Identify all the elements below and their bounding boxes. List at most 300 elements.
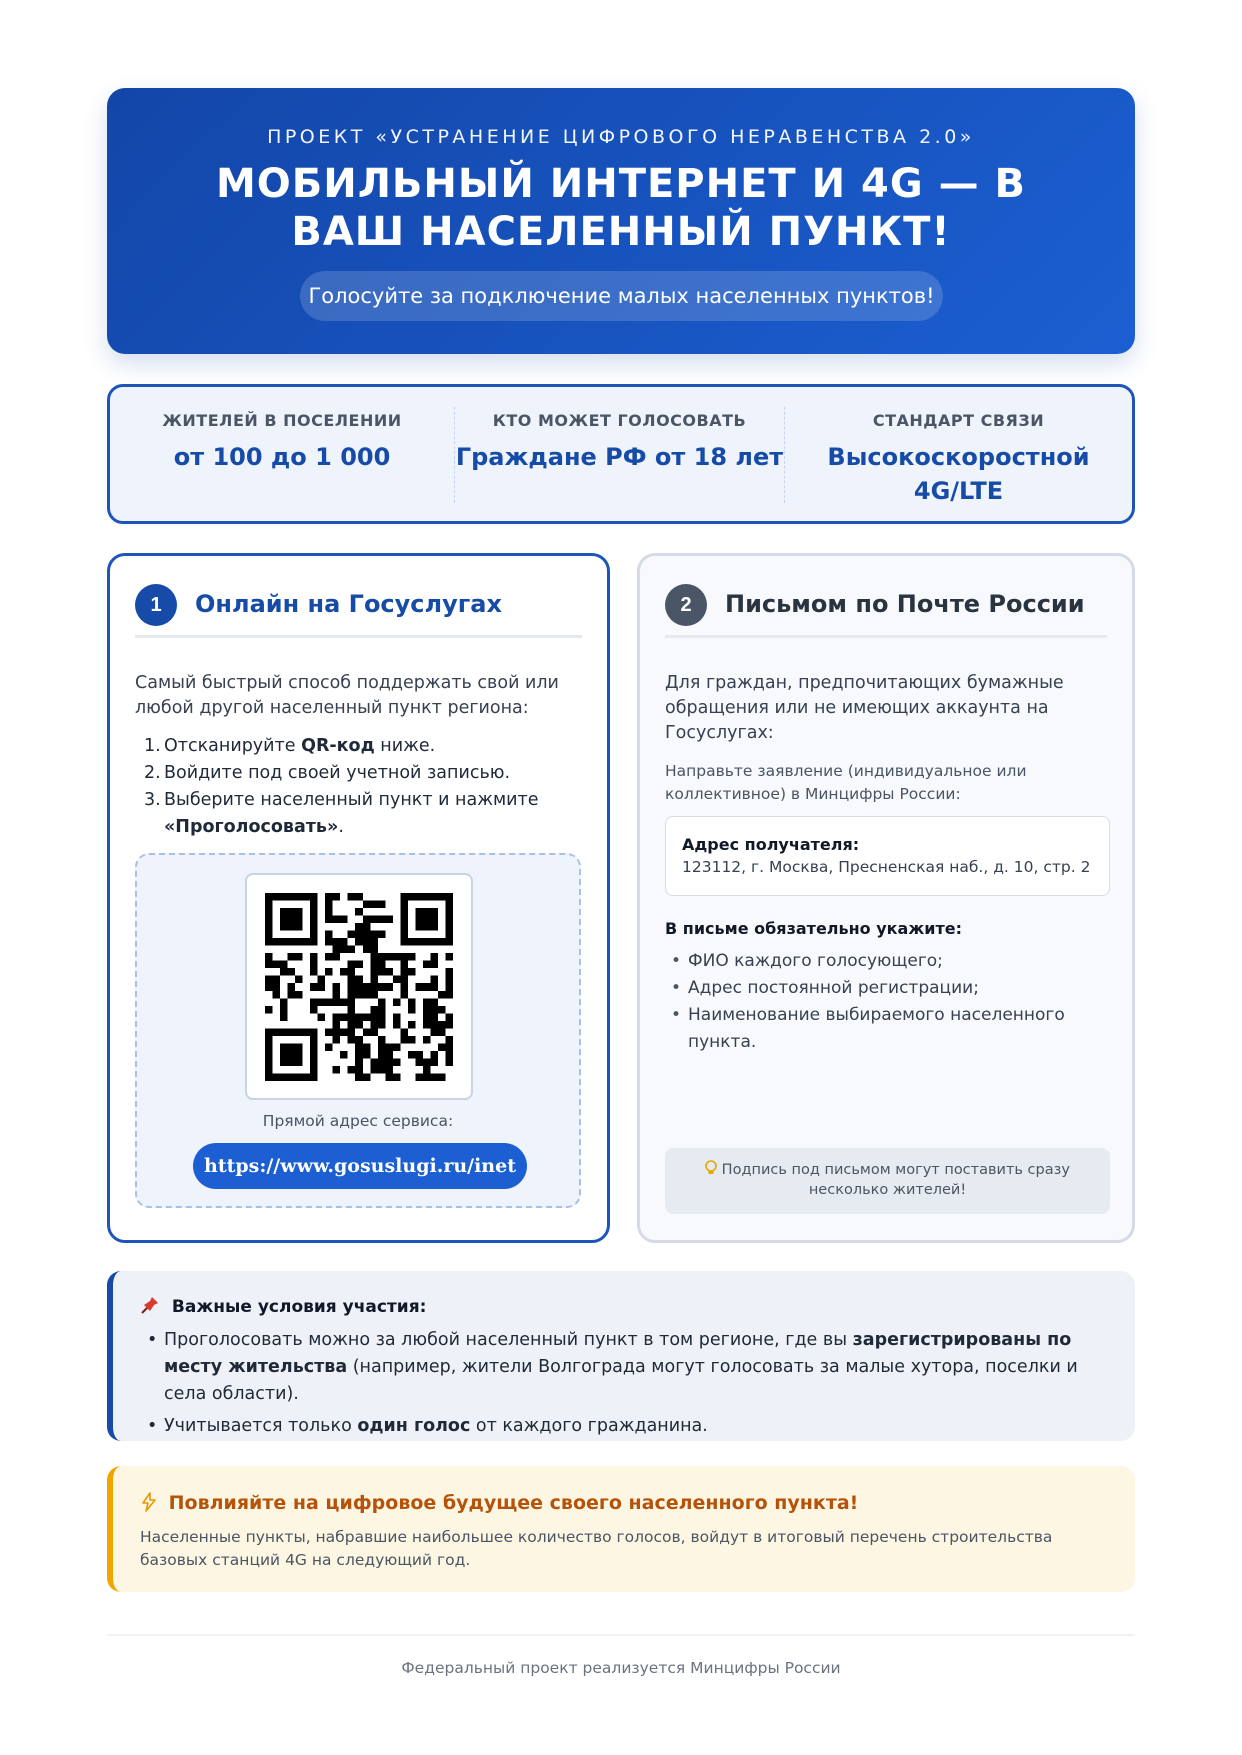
condition-text: Проголосовать можно за любой населенный пункт в том регионе, где вы	[164, 1330, 853, 1350]
qr-module	[430, 1051, 438, 1059]
qr-module	[370, 983, 378, 991]
qr-module	[378, 1043, 386, 1051]
qr-module	[385, 983, 393, 991]
qr-module	[408, 893, 416, 901]
qr-module	[445, 908, 453, 916]
qr-module	[445, 931, 453, 939]
qr-module	[325, 916, 333, 924]
qr-module	[400, 938, 408, 946]
cta-text: Населенные пункты, набравшие наибольшее количество голосов, войдут в итоговый перечень строительства базовых станций 4G на следующий год.	[140, 1528, 1053, 1569]
qr-module	[438, 1028, 446, 1036]
qr-module	[408, 1036, 416, 1044]
qr-module	[288, 1043, 296, 1051]
qr-module	[288, 1051, 296, 1059]
qr-module	[445, 923, 453, 931]
qr-module	[295, 1043, 303, 1051]
qr-module	[378, 901, 386, 909]
qr-module	[378, 1051, 386, 1059]
qr-module	[273, 1028, 281, 1036]
qr-module	[445, 938, 453, 946]
qr-caption: Прямой адрес сервиса:	[262, 1112, 454, 1130]
qr-module	[348, 946, 356, 954]
qr-module	[295, 923, 303, 931]
qr-module	[400, 983, 408, 991]
qr-module	[265, 1043, 273, 1051]
qr-module	[385, 1051, 393, 1059]
qr-module	[408, 968, 416, 976]
qr-module	[273, 893, 281, 901]
qr-module	[430, 1058, 438, 1066]
tip-box	[665, 1148, 1110, 1214]
qr-module	[280, 1051, 288, 1059]
stat-value: Граждане РФ от 18 лет	[455, 443, 784, 471]
qr-module	[423, 938, 431, 946]
qr-module	[355, 1043, 363, 1051]
qr-module	[333, 1013, 341, 1021]
page-title: МОБИЛЬНЫЙ ИНТЕРНЕТ И 4G — В ВАШ НАСЕЛЕННЫЙ ПУНКТ!	[215, 161, 1027, 255]
qr-module	[325, 893, 333, 901]
qr-module	[370, 953, 378, 961]
qr-module	[438, 938, 446, 946]
qr-module	[393, 953, 401, 961]
qr-module	[340, 1028, 348, 1036]
step-number-badge: 2	[665, 584, 707, 626]
qr-module	[280, 998, 288, 1006]
qr-module	[423, 1021, 431, 1029]
stats-panel	[107, 384, 1135, 524]
qr-module	[408, 998, 416, 1006]
qr-module	[363, 916, 371, 924]
qr-module	[310, 1043, 318, 1051]
qr-module	[333, 953, 341, 961]
list-item: • ФИО каждого голосующего;	[665, 948, 1107, 975]
qr-code-image	[265, 893, 453, 1081]
qr-module	[445, 1058, 453, 1066]
qr-module	[265, 923, 273, 931]
qr-module	[370, 1066, 378, 1074]
list-number: 3.	[144, 790, 161, 810]
qr-module	[445, 953, 453, 961]
qr-module	[400, 976, 408, 984]
qr-module	[348, 931, 356, 939]
card-header	[665, 584, 1107, 638]
hero-subtitle: Голосуйте за подключение малых населенных пунктов!	[300, 271, 943, 321]
qr-module	[348, 1028, 356, 1036]
qr-module	[355, 1021, 363, 1029]
card-intro: Самый быстрый способ поддержать свой или любой другой населенный пункт региона:	[135, 673, 559, 718]
recipient-address-box	[665, 816, 1110, 896]
qr-module	[423, 1066, 431, 1074]
qr-module	[400, 1036, 408, 1044]
qr-module	[378, 1013, 386, 1021]
qr-module	[295, 953, 303, 961]
qr-module	[288, 1073, 296, 1081]
condition-text: от каждого гражданина.	[470, 1416, 708, 1436]
qr-module	[355, 893, 363, 901]
qr-module	[370, 946, 378, 954]
qr-module	[408, 1006, 416, 1014]
qr-module	[378, 961, 386, 969]
qr-module	[265, 931, 273, 939]
qr-module	[378, 1036, 386, 1044]
qr-module	[280, 968, 288, 976]
qr-module	[445, 1013, 453, 1021]
qr-module	[400, 893, 408, 901]
qr-module	[265, 961, 273, 969]
qr-module	[310, 1058, 318, 1066]
qr-module	[333, 983, 341, 991]
qr-module	[363, 1051, 371, 1059]
qr-module	[400, 931, 408, 939]
qr-module	[348, 1013, 356, 1021]
qr-module	[370, 1013, 378, 1021]
card-sub-intro: Направьте заявление (индивидуальное или коллективное) в Минцифры России:	[665, 762, 1027, 803]
qr-module	[333, 946, 341, 954]
qr-module	[385, 916, 393, 924]
qr-module	[378, 931, 386, 939]
qr-module	[348, 1021, 356, 1029]
qr-module	[430, 953, 438, 961]
qr-module	[355, 938, 363, 946]
qr-module	[430, 893, 438, 901]
qr-module	[400, 961, 408, 969]
footer-text: Федеральный проект реализуется Минцифры России	[401, 1659, 841, 1677]
qr-module	[370, 1006, 378, 1014]
list-item	[145, 1413, 1095, 1440]
qr-module	[325, 968, 333, 976]
qr-module	[385, 953, 393, 961]
card-title: Письмом по Почте России	[725, 590, 1085, 618]
qr-module	[265, 1066, 273, 1074]
qr-module	[355, 931, 363, 939]
gosuslugi-link[interactable]: https://www.gosuslugi.ru/inet	[193, 1143, 527, 1189]
condition-bold: зарегистрированы по месту жительства	[164, 1330, 1072, 1377]
qr-module	[393, 1043, 401, 1051]
qr-module	[400, 901, 408, 909]
qr-module	[385, 1058, 393, 1066]
qr-module	[295, 1073, 303, 1081]
qr-module	[445, 916, 453, 924]
qr-module	[415, 1051, 423, 1059]
qr-module	[295, 893, 303, 901]
qr-module	[445, 1036, 453, 1044]
call-to-action-box	[107, 1466, 1135, 1592]
qr-module	[310, 1073, 318, 1081]
qr-module	[393, 1058, 401, 1066]
qr-module	[355, 983, 363, 991]
qr-module	[265, 953, 273, 961]
qr-module	[445, 1043, 453, 1051]
qr-module	[310, 1028, 318, 1036]
qr-module	[348, 976, 356, 984]
qr-module	[378, 1058, 386, 1066]
qr-module	[385, 1066, 393, 1074]
qr-module	[430, 998, 438, 1006]
qr-module	[438, 991, 446, 999]
qr-module	[333, 916, 341, 924]
qr-module	[273, 938, 281, 946]
qr-module	[378, 953, 386, 961]
qr-module	[423, 893, 431, 901]
qr-module	[430, 916, 438, 924]
qr-module	[430, 1013, 438, 1021]
qr-module	[273, 961, 281, 969]
qr-module	[348, 968, 356, 976]
mail-voting-card	[637, 553, 1135, 1243]
qr-module	[393, 1013, 401, 1021]
qr-module	[355, 1066, 363, 1074]
step-text: .	[338, 817, 344, 837]
qr-module	[348, 961, 356, 969]
qr-module	[265, 916, 273, 924]
qr-module	[430, 923, 438, 931]
qr-module	[363, 1028, 371, 1036]
qr-module	[370, 1021, 378, 1029]
qr-module	[265, 1028, 273, 1036]
conditions-title-text: Важные условия участия:	[171, 1297, 427, 1317]
qr-module	[280, 916, 288, 924]
step-bold: QR-код	[301, 736, 375, 756]
qr-module	[333, 991, 341, 999]
qr-module	[430, 1028, 438, 1036]
stat-standard	[784, 407, 1132, 503]
qr-module	[393, 1021, 401, 1029]
conditions-list	[145, 1327, 1095, 1445]
qr-module	[415, 983, 423, 991]
qr-module	[295, 1058, 303, 1066]
qr-module	[295, 908, 303, 916]
qr-module	[370, 991, 378, 999]
step-text: Отсканируйте	[164, 736, 302, 756]
qr-module	[423, 1006, 431, 1014]
qr-module	[430, 908, 438, 916]
qr-module	[438, 1073, 446, 1081]
qr-module	[430, 1073, 438, 1081]
conditions-title	[140, 1295, 426, 1317]
list-item	[145, 1327, 1095, 1408]
qr-module	[363, 983, 371, 991]
qr-module	[445, 991, 453, 999]
qr-module	[265, 983, 273, 991]
qr-module	[333, 998, 341, 1006]
qr-module	[325, 938, 333, 946]
qr-module	[310, 1066, 318, 1074]
list-item	[144, 733, 582, 760]
qr-module	[295, 916, 303, 924]
qr-module	[415, 908, 423, 916]
qr-module	[348, 1066, 356, 1074]
qr-module	[318, 976, 326, 984]
step-number-badge: 1	[135, 584, 177, 626]
qr-module	[295, 976, 303, 984]
qr-module	[370, 1058, 378, 1066]
qr-module	[288, 938, 296, 946]
conditions-box	[107, 1271, 1135, 1441]
qr-module	[415, 916, 423, 924]
list-item: • Адрес постоянной регистрации;	[665, 975, 1107, 1002]
qr-module	[325, 998, 333, 1006]
qr-module	[265, 1051, 273, 1059]
qr-module	[288, 983, 296, 991]
qr-module	[445, 893, 453, 901]
qr-module	[303, 1028, 311, 1036]
qr-module	[400, 908, 408, 916]
stat-voters	[454, 407, 784, 503]
qr-module	[310, 916, 318, 924]
qr-module	[318, 998, 326, 1006]
qr-module	[325, 908, 333, 916]
qr-module	[370, 961, 378, 969]
qr-module	[423, 1036, 431, 1044]
qr-module	[393, 1073, 401, 1081]
qr-module	[333, 1036, 341, 1044]
condition-text: Учитывается только	[164, 1416, 358, 1436]
qr-module	[288, 953, 296, 961]
qr-module	[280, 923, 288, 931]
qr-module	[273, 991, 281, 999]
qr-module	[363, 1073, 371, 1081]
qr-module	[310, 931, 318, 939]
qr-module	[393, 976, 401, 984]
qr-module	[415, 893, 423, 901]
card-header	[135, 584, 582, 638]
qr-module	[438, 893, 446, 901]
lightbulb-icon	[705, 1162, 722, 1178]
qr-module	[445, 1021, 453, 1029]
qr-module	[385, 1043, 393, 1051]
qr-module	[265, 976, 273, 984]
qr-module	[348, 983, 356, 991]
qr-module	[280, 1013, 288, 1021]
qr-module	[340, 1051, 348, 1059]
qr-module	[363, 923, 371, 931]
qr-module	[430, 976, 438, 984]
qr-module	[348, 998, 356, 1006]
qr-module	[363, 931, 371, 939]
qr-module	[310, 901, 318, 909]
qr-module	[430, 961, 438, 969]
qr-module	[355, 961, 363, 969]
list-number: 1.	[144, 736, 161, 756]
hero-banner	[107, 88, 1135, 354]
qr-module	[445, 983, 453, 991]
qr-module	[295, 991, 303, 999]
qr-module	[370, 931, 378, 939]
qr-module	[310, 938, 318, 946]
lightning-icon	[140, 1492, 165, 1514]
condition-text: (например, жители Волгограда могут голосовать за малые хутора, поселки и села области).	[164, 1357, 1078, 1404]
qr-module	[280, 1073, 288, 1081]
qr-code[interactable]	[245, 873, 473, 1100]
cta-title-text: Повлияйте на цифровое будущее своего населенного пункта!	[168, 1492, 859, 1514]
qr-module	[310, 893, 318, 901]
qr-module	[333, 938, 341, 946]
qr-module	[423, 1058, 431, 1066]
qr-module	[295, 1051, 303, 1059]
qr-module	[445, 901, 453, 909]
qr-module	[273, 1073, 281, 1081]
qr-module	[385, 1073, 393, 1081]
qr-module	[363, 946, 371, 954]
qr-module	[310, 998, 318, 1006]
qr-module	[355, 976, 363, 984]
qr-module	[415, 1073, 423, 1081]
card-intro: Для граждан, предпочитающих бумажные обращения или не имеющих аккаунта на Госуслугах:	[665, 673, 1064, 743]
qr-module	[303, 938, 311, 946]
stat-value: Высокоскоростной 4G/LTE	[827, 443, 1090, 505]
qr-module	[378, 1066, 386, 1074]
qr-module	[273, 983, 281, 991]
tip-text: Подпись под письмом могут поставить сразу несколько жителей!	[721, 1162, 1070, 1198]
qr-module	[310, 983, 318, 991]
qr-module	[438, 1043, 446, 1051]
qr-module	[430, 1006, 438, 1014]
qr-module	[288, 893, 296, 901]
qr-module	[340, 938, 348, 946]
qr-module	[340, 916, 348, 924]
qr-module	[295, 1028, 303, 1036]
qr-module	[310, 923, 318, 931]
qr-module	[280, 961, 288, 969]
qr-module	[333, 1028, 341, 1036]
qr-module	[355, 923, 363, 931]
qr-zone	[135, 853, 581, 1208]
qr-module	[370, 976, 378, 984]
qr-module	[378, 983, 386, 991]
qr-module	[423, 923, 431, 931]
qr-module	[348, 991, 356, 999]
list-item	[144, 760, 582, 787]
qr-module	[310, 968, 318, 976]
qr-module	[355, 1051, 363, 1059]
qr-module	[408, 953, 416, 961]
qr-module	[288, 991, 296, 999]
qr-module	[445, 1051, 453, 1059]
stat-residents	[110, 387, 454, 521]
qr-module	[288, 916, 296, 924]
qr-module	[408, 1051, 416, 1059]
qr-module	[333, 1021, 341, 1029]
step-text: ниже.	[374, 736, 436, 756]
qr-module	[265, 1073, 273, 1081]
qr-module	[348, 1036, 356, 1044]
pushpin-icon	[140, 1297, 166, 1317]
qr-module	[288, 908, 296, 916]
steps-list	[144, 733, 582, 841]
qr-module	[333, 893, 341, 901]
qr-module	[385, 968, 393, 976]
qr-module	[355, 1073, 363, 1081]
qr-module	[280, 1028, 288, 1036]
qr-module	[423, 908, 431, 916]
qr-module	[445, 976, 453, 984]
stat-label: СТАНДАРТ СВЯЗИ	[872, 411, 1045, 430]
qr-module	[378, 998, 386, 1006]
qr-module	[303, 1073, 311, 1081]
step-text: Войдите под своей учетной записью.	[164, 763, 511, 783]
qr-module	[438, 1021, 446, 1029]
list-item	[144, 787, 582, 841]
qr-module	[318, 983, 326, 991]
address-label: Адрес получателя:	[682, 835, 860, 854]
qr-module	[415, 938, 423, 946]
qr-module	[400, 1028, 408, 1036]
qr-module	[280, 1043, 288, 1051]
cta-title	[140, 1492, 858, 1514]
stat-value: от 100 до 1 000	[173, 443, 391, 471]
qr-module	[363, 1013, 371, 1021]
qr-module	[363, 938, 371, 946]
